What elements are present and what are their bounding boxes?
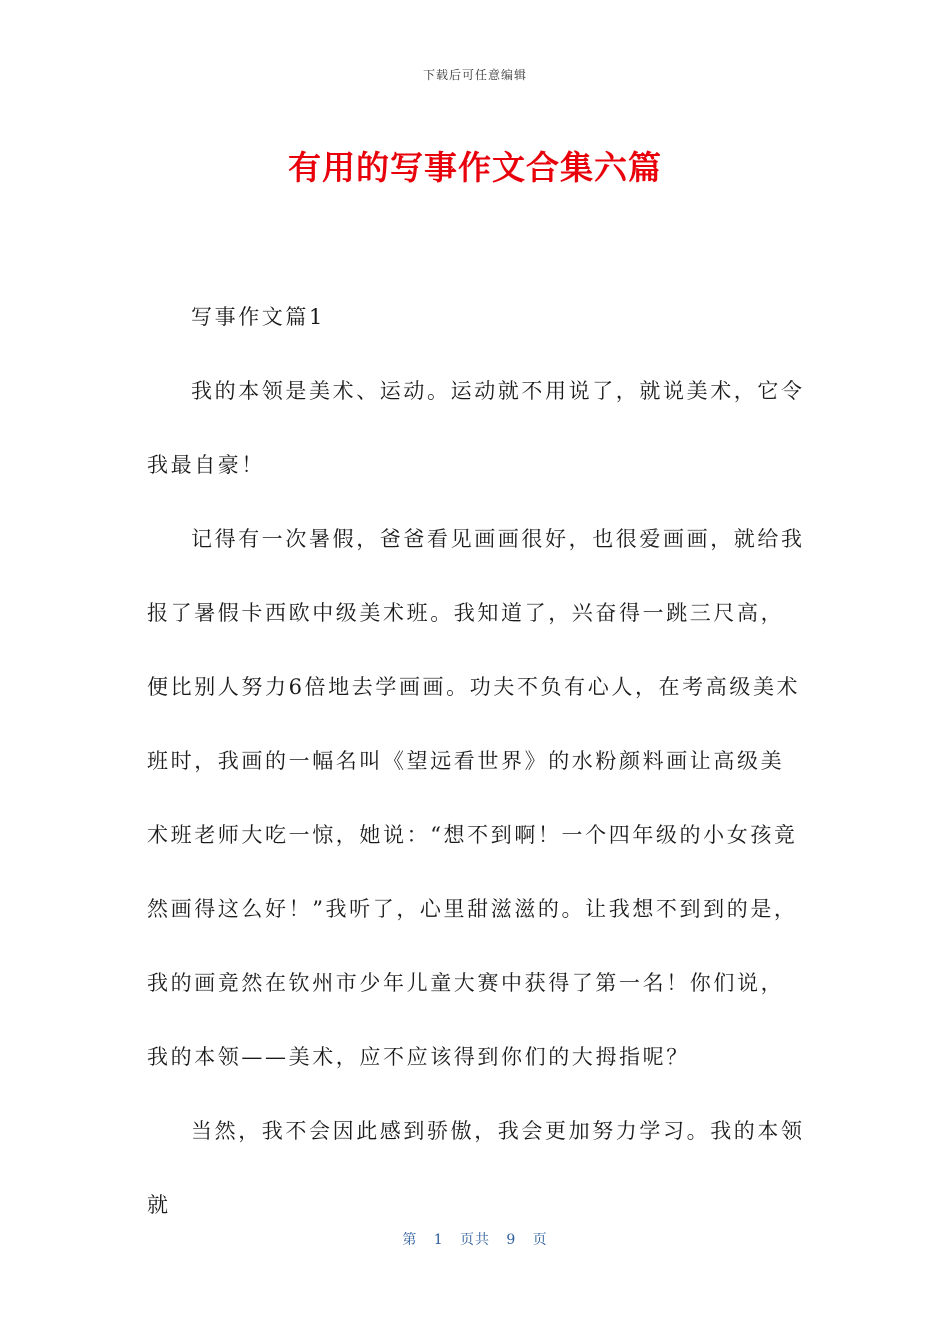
- page-number: 1: [433, 1232, 444, 1248]
- section-heading: 写事作文篇1: [191, 305, 325, 329]
- document-title: 有用的写事作文合集六篇: [288, 148, 662, 187]
- paragraph-2: 记得有一次暑假，爸爸看见画画很好，也很爱画画，就给我报了暑假卡西欧中级美术班。我知道了，兴奋得一跳三尺高，便比别人努力6倍地去学画画。功夫不负有心人，在考高级美术班时，我画的一幅名叫《望远看世界》的水粉颜料画让高级美术班老师大吃一惊，她说：“想不到啊！一个四年级的小女孩竟然画得这么好！”我听了，心里甜滋滋的。让我想不到到的是，我的画竟然在钦州市少年儿童大赛中获得了第一名！你们说，我的本领——美术，应不应该得到你们的大拇指呢？: [147, 527, 805, 1069]
- page-label-suffix: 页: [532, 1232, 548, 1248]
- paragraph-1: 我的本领是美术、运动。运动就不用说了，就说美术，它令我最自豪！: [147, 379, 805, 477]
- page-label-middle: 页共: [460, 1232, 490, 1248]
- page-footer: [0, 1229, 950, 1249]
- document-body: [147, 280, 805, 1242]
- total-pages: 9: [506, 1232, 517, 1248]
- page-header: 下载后可任意编辑: [422, 68, 527, 82]
- page-label-prefix: 第: [402, 1232, 418, 1248]
- paragraph-3: 当然，我不会因此感到骄傲，我会更加努力学习。我的本领就: [147, 1119, 805, 1217]
